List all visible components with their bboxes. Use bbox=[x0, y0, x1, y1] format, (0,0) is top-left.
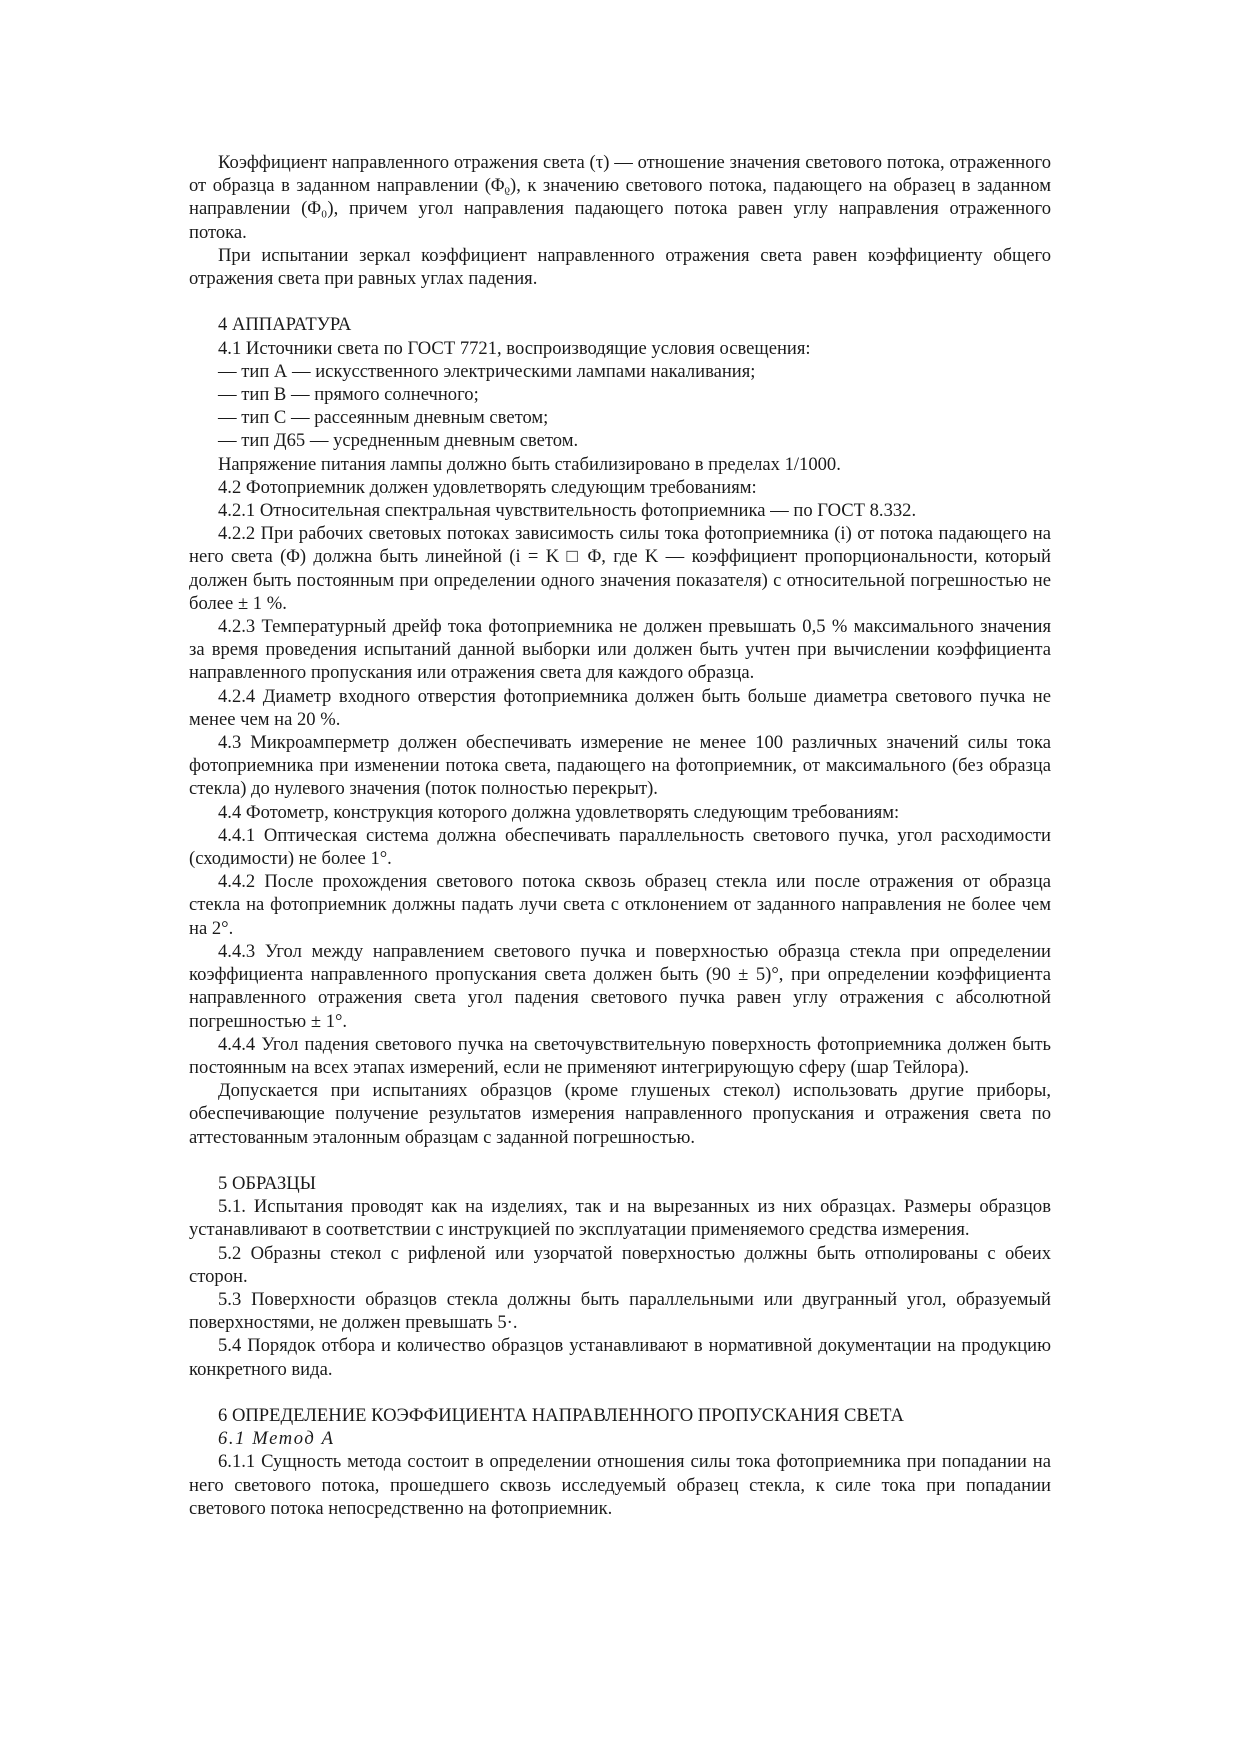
paragraph-4-4-4: 4.4.4 Угол падения светового пучка на светочувствительную поверхность фотоприемника должен быть постоянным на всех этапах измерений, если не применяют интегрирующую сферу (шар Тейлора). bbox=[189, 1033, 1051, 1078]
section-heading-transmission: 6 ОПРЕДЕЛЕНИЕ КОЭФФИЦИЕНТА НАПРАВЛЕННОГО ПРОПУСКАНИЯ СВЕТА bbox=[218, 1404, 904, 1426]
paragraph-5-4: 5.4 Порядок отбора и количество образцов устанавливают в нормативной документации на продукцию конкретного вида. bbox=[189, 1335, 1051, 1380]
list-item-type-b: — тип В — прямого солнечного; bbox=[218, 384, 479, 406]
paragraph-5-2: 5.2 Образны стекол с рифленой или узорчатой поверхностью должны быть отполированы с обеих сторон. bbox=[189, 1242, 1051, 1287]
list-item-type-d65: — тип Д65 — усредненным дневным светом. bbox=[218, 430, 579, 452]
spacer bbox=[189, 290, 1051, 313]
paragraph-voltage: Напряжение питания лампы должно быть стабилизировано в пределах 1/1000. bbox=[218, 453, 841, 475]
list-item-type-c: — тип С — рассеянным дневным светом; bbox=[218, 407, 549, 429]
paragraph-5-1: 5.1. Испытания проводят как на изделиях, так и на вырезанных из них образцах. Размеры образцов устанавливают в соответствии с инструкцией по эксплуатации применяемого средства измерения. bbox=[189, 1196, 1051, 1241]
paragraph-4-2-3: 4.2.3 Температурный дрейф тока фотоприемника не должен превышать 0,5 % максимального значения за время проведения испытаний данной выборки или должен быть учтен при вычислении коэффициента направленного пропускания или отражения света для каждого образца. bbox=[189, 616, 1051, 684]
paragraph-5-3: 5.3 Поверхности образцов стекла должны быть параллельными или двугранный угол, образуемый поверхностями, не должен превышать 5·. bbox=[189, 1288, 1051, 1334]
document-page bbox=[189, 151, 1051, 1520]
paragraph-4-2: 4.2 Фотоприемник должен удовлетворять следующим требованиям: bbox=[218, 476, 757, 498]
paragraph-4-2-2: 4.2.2 При рабочих световых потоках зависимость силы тока фотоприемника (i) от потока падающего на него света (Φ) должна быть линейной (i = K □ Φ, где K — коэффициент пропорциональности, который должен быть постоянным при определении одного значения показателя) с относительной погрешностью не более ± 1 %. bbox=[189, 523, 1051, 614]
spacer bbox=[189, 1381, 1051, 1404]
paragraph-6-1-1: 6.1.1 Сущность метода состоит в определении отношения силы тока фотоприемника при попадании на него светового потока, прошедшего сквозь исследуемый образец стекла, к силе тока при попадании светового потока непосредственно на фотоприемник. bbox=[189, 1451, 1051, 1519]
paragraph-4-4-2: 4.4.2 После прохождения светового потока сквозь образец стекла или после отражения от образца стекла на фотоприемник должны падать лучи света с отклонением от заданного направления не более чем на 2°. bbox=[189, 871, 1051, 939]
section-heading-apparatus: 4 АППАРАТУРА bbox=[218, 314, 352, 336]
paragraph-4-1: 4.1 Источники света по ГОСТ 7721, воспроизводящие условия освещения: bbox=[218, 337, 811, 359]
paragraph-4-4-1: 4.4.1 Оптическая система должна обеспечивать параллельность светового пучка, угол расходимости (сходимости) не более 1°. bbox=[189, 824, 1051, 870]
paragraph-4-4: 4.4 Фотометр, конструкция которого должна удовлетворять следующим требованиям: bbox=[218, 801, 900, 823]
section-heading-samples: 5 ОБРАЗЦЫ bbox=[218, 1172, 316, 1194]
list-item-type-a: — тип А — искусственного электрическими лампами накаливания; bbox=[218, 360, 756, 382]
paragraph-allowed-devices: Допускается при испытаниях образцов (кроме глушеных стекол) использовать другие приборы, обеспечивающие получение результатов измерения направленного пропускания и отражения света по аттестованным эталонным образцам с заданной погрешностью. bbox=[189, 1080, 1051, 1148]
spacer bbox=[189, 1149, 1051, 1172]
paragraph-4-3: 4.3 Микроамперметр должен обеспечивать измерение не менее 100 различных значений силы тока фотоприемника при изменении потока света, падающего на фотоприемник, от максимального (без образца стекла) до нулевого значения (поток полностью перекрыт). bbox=[189, 732, 1051, 800]
paragraph-4-2-4: 4.2.4 Диаметр входного отверстия фотоприемника должен быть больше диаметра светового пучка не менее чем на 20 %. bbox=[189, 685, 1051, 730]
paragraph-4-4-3: 4.4.3 Угол между направлением светового пучка и поверхностью образца стекла при определении коэффициента направленного пропускания света должен быть (90 ± 5)°, при определении коэффициента направленного отражения света угол падения светового пучка равен углу отражения с абсолютной погрешностью ± 1°. bbox=[189, 940, 1051, 1032]
subheading-method-a: 6.1 Метод А bbox=[218, 1428, 335, 1450]
paragraph-reflection-definition: Коэффициент направленного отражения света (τ) — отношение значения светового потока, отраженного от образца в заданном направлении (Φᵨ), к значению светового потока, падающего на образец в заданном направлении (Φ₀), причем угол направления падающего потока равен углу направления отраженного потока. bbox=[189, 152, 1051, 243]
paragraph-4-2-1: 4.2.1 Относительная спектральная чувствительность фотоприемника — по ГОСТ 8.332. bbox=[218, 500, 917, 522]
paragraph-mirror-note: При испытании зеркал коэффициент направленного отражения света равен коэффициенту общего отражения света при равных углах падения. bbox=[189, 244, 1051, 290]
